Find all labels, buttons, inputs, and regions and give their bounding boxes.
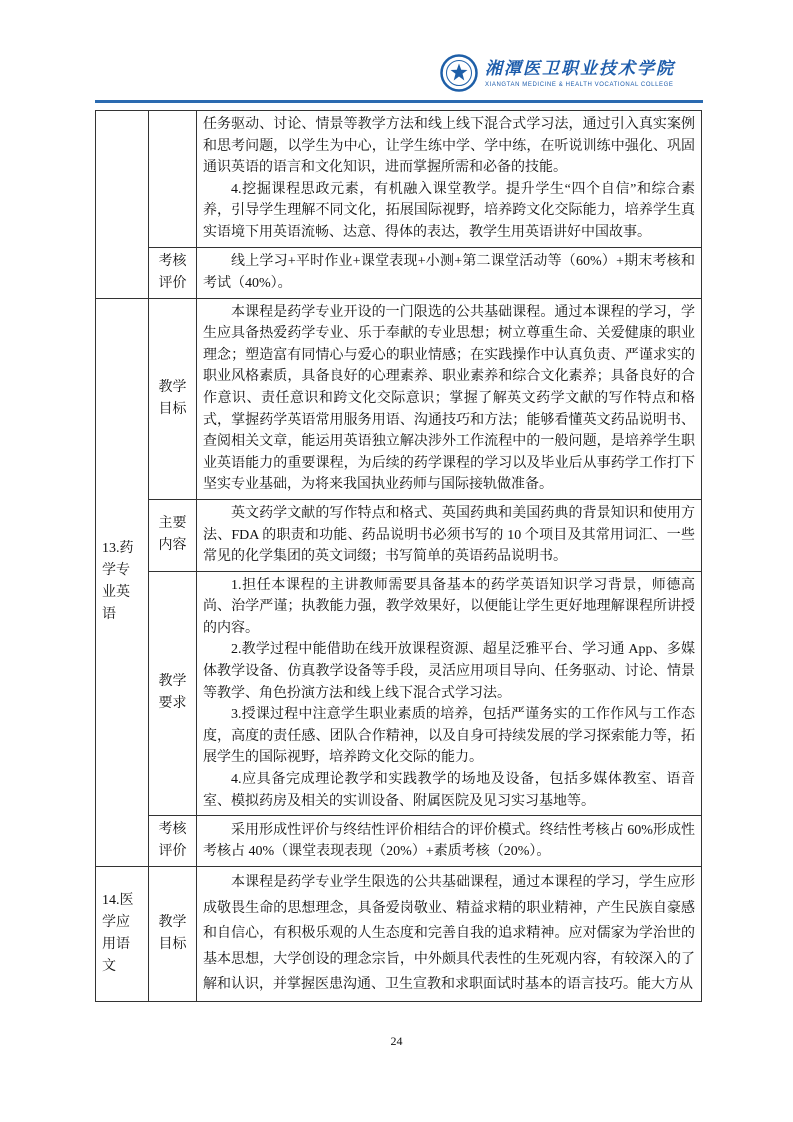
table-row: [96, 867, 702, 1002]
table-row: [96, 571, 702, 816]
row-content-cell: [197, 298, 702, 499]
college-name-en: XIANGTAN MEDICINE & HEALTH VOCATIONAL COLLEGE: [485, 82, 674, 88]
header-divider: [95, 100, 703, 103]
row-content-cell: [197, 816, 702, 867]
paragraph: 任务驱动、讨论、情景等教学方法和线上线下混合式学习法，通过引入真实案例和思考问题，以学生为中心，让学生练中学、学中练，在听说训练中强化、巩固通识英语的语言和文化知识，进而掌握所需和必备的技能。: [203, 117, 695, 176]
table-row: [96, 247, 702, 298]
row-label-cell: 教学目标: [149, 867, 197, 1002]
table-row: [96, 111, 702, 248]
row-content-cell: [197, 499, 702, 571]
row-label-cell: 主要内容: [149, 499, 197, 571]
paragraph: 4.挖掘课程思政元素，有机融入课堂教学。提升学生“四个自信”和综合素养，引导学生理解不同文化，拓展国际视野，培养跨文化交际能力，培养学生真实语境下用英语流畅、达意、得体的表达，教学生用英语讲好中国故事。: [203, 181, 695, 240]
paragraph: 线上学习+平时作业+课堂表现+小测+第二课堂活动等（60%）+期末考核和考试（40%）。: [203, 253, 695, 291]
table-row: [96, 298, 702, 499]
course-syllabus-table: [95, 110, 702, 1002]
paragraph: 英文药学文献的写作特点和格式、英国药典和美国药典的背景知识和使用方法、FDA 的职责和功能、药品说明书必须书写的 10 个项目及其常用词汇、一些常见的化学集团的英文词缀；书写简单的英语药品说明书。: [203, 505, 695, 565]
row-label-cell: [149, 111, 197, 248]
row-content-cell: [197, 247, 702, 298]
course-name-cell: 13.药学专业英语: [96, 298, 149, 867]
paragraph: 1.担任本课程的主讲教师需要具备基本的药学英语知识学习背景，师德高尚、治学严谨；执教能力强，教学效果好，以便能让学生更好地理解课程所讲授的内容。: [203, 577, 695, 636]
paragraph: 3.授课过程中注意学生职业素质的培养，包括严谨务实的工作作风与工作态度，高度的责任感、团队合作精神，以及自身可持续发展的学习探索能力等，拓展学生的国际视野，培养跨文化交际的能力。: [203, 707, 695, 766]
college-logo: [440, 54, 675, 92]
college-name-cn: 湘潭医卫职业技术学院: [485, 59, 675, 78]
paragraph: 4.应具备完成理论教学和实践教学的场地及设备，包括多媒体教室、语音室、模拟药房及相关的实训设备、附属医院及见习实习基地等。: [203, 772, 695, 809]
course-name-cell: [96, 111, 149, 299]
table-row: [96, 816, 702, 867]
row-content-cell: [197, 571, 702, 816]
row-label-cell: 考核评价: [149, 247, 197, 298]
college-name-block: [485, 58, 675, 88]
paragraph: 采用形成性评价与终结性评价相结合的评价模式。终结性考核占 60%形成性考核占 40%（课堂表现表现（20%）+素质考核（20%）。: [203, 822, 695, 860]
row-label-cell: 教学目标: [149, 298, 197, 499]
page-number: 24: [390, 1034, 403, 1048]
row-label-cell: 考核评价: [149, 816, 197, 867]
row-content-cell: [197, 111, 702, 248]
paragraph: 本课程是药学专业学生限选的公共基础课程，通过本课程的学习，学生应形成敬畏生命的思想理念，具备爱岗敬业、精益求精的职业精神，产生民族自豪感和自信心，有积极乐观的人生态度和完善自我的追求精神。应对儒家为学治世的基本思想，大学创设的理念宗旨，中外颇具代表性的生死观内容，有较深入的了解和认识，并掌握医患沟通、卫生宣教和求职面试时基本的语言技巧。能大方从: [203, 875, 695, 993]
table-row: [96, 499, 702, 571]
college-emblem-icon: [440, 54, 478, 92]
row-content-cell: [197, 867, 702, 1002]
paragraph: 2.教学过程中能借助在线开放课程资源、超星泛雅平台、学习通 App、多媒体教学设备、仿真教学设备等手段，灵活应用项目导向、任务驱动、讨论、情景等教学、角色扮演方法和线上线下混合式学习法。: [203, 642, 695, 701]
paragraph: 本课程是药学专业开设的一门限选的公共基础课程。通过本课程的学习，学生应具备热爱药学专业、乐于奉献的专业思想；树立尊重生命、关爱健康的职业理念；塑造富有同情心与爱心的职业情感；在实践操作中认真负责、严谨求实的职业风格素质，具备良好的心理素养、职业素养和综合文化素养；具备良好的合作意识、责任意识和跨文化交际意识；掌握了解英文药学文献的写作特点和格式，掌握药学英语常用服务用语、沟通技巧和方法；能够看懂英文药品说明书、查阅相关文章，能运用英语独立解决涉外工作流程中的一般问题，是培养学生职业英语能力的重要课程，为后续的药学课程的学习以及毕业后从事药学工作打下坚实专业基础，为将来我国执业药师与国际接轨做准备。: [203, 304, 695, 493]
course-name-cell: 14.医学应用语文: [96, 867, 149, 1002]
row-label-cell: 教学要求: [149, 571, 197, 816]
